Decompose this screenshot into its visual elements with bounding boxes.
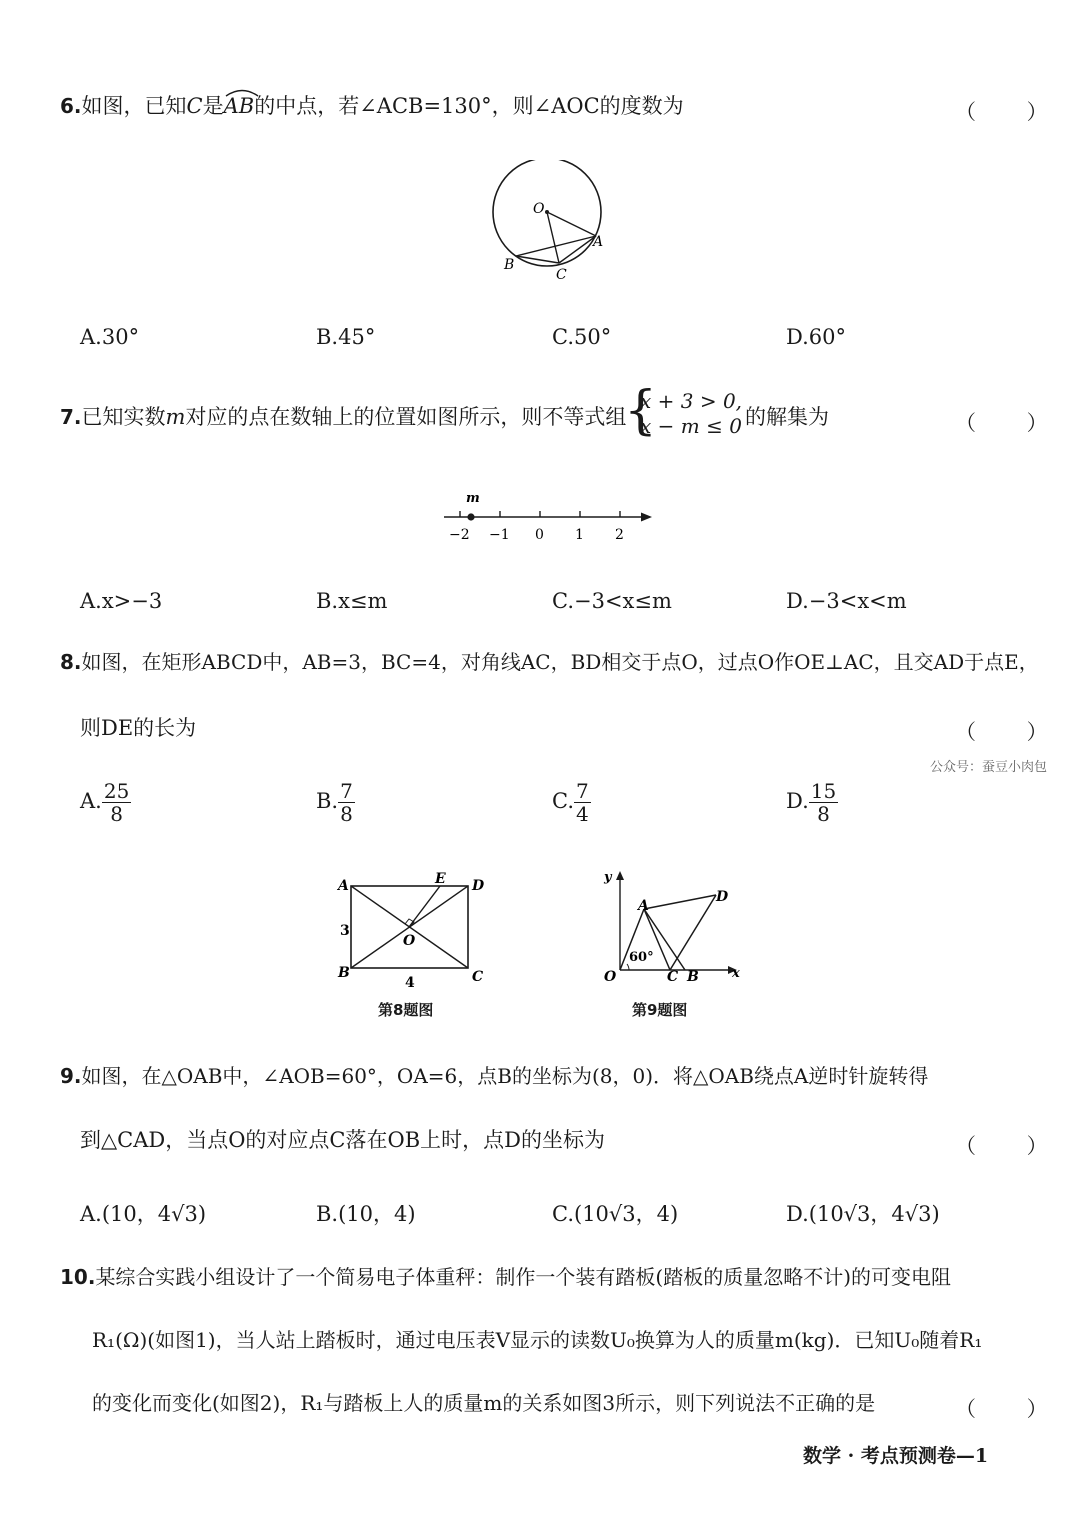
q9-label-d: D [716,889,729,905]
q8-stem [60,652,1039,672]
q7-var-m: m [165,405,186,429]
q7-tick-neg2: −2 [449,527,470,543]
q7-answer-paren[interactable]: （ ） [955,411,1070,435]
q6-var-c: C [186,94,203,118]
q9-stem-line2: 到△CAD，当点O的对应点C落在OB上时，点D的坐标为 [80,1128,605,1152]
q7-text-pre: 已知实数 [81,405,166,429]
q8-label-c: C [472,969,484,985]
q9-option-a[interactable]: A.(10，4√3) [80,1202,207,1226]
q7-option-c[interactable]: C.−3<x≤m [552,589,672,613]
q6-option-d[interactable]: D.60° [786,325,846,349]
q7-point-m [467,513,474,520]
q8-label-e: E [435,871,446,887]
q9-option-b[interactable]: B.(10，4) [316,1202,416,1226]
q7-tick-2: 2 [615,527,624,543]
q7-tick-0: 0 [535,527,544,543]
q9-label-c: C [667,969,679,985]
q7-tick-neg1: −1 [489,527,510,543]
q7-system [640,389,742,439]
q9-label-o: O [604,969,617,985]
q6-answer-paren[interactable]: （ ） [955,100,1070,124]
q9-figure-caption: 第9题图 [632,1001,688,1019]
q6-number: 6. [60,94,82,118]
q6-label-o: O [533,201,545,217]
q6-option-b[interactable]: B.45° [316,325,376,349]
q6-label-c: C [556,267,567,283]
q6-label-b: B [504,257,515,273]
q10-stem-line2: R₁(Ω)(如图1)，当人站上踏板时，通过电压表V显示的读数U₀换算为人的质量m(kg)．已知U₀随着R₁ [92,1328,983,1352]
q7-system-line2: x − m ≤ 0 [640,414,742,438]
q9-text: 如图，在△OAB中，∠AOB=60°，OA=6，点B的坐标为(8，0)．将△OAB绕点A逆时针旋转得 [81,1064,929,1088]
q9-option-c[interactable]: C.(10√3，4) [552,1202,679,1226]
q7-number: 7. [60,405,82,429]
y-axis-arrow-icon [616,871,624,880]
q6-text-post: 的中点，若∠ACB=130°，则∠AOC的度数为 [254,94,684,118]
q10-text: 某综合实践小组设计了一个简易电子体重秤：制作一个装有踏板(踏板的质量忽略不计)的可变电阻 [95,1265,952,1289]
q9-label-y: y [604,870,612,885]
q8-option-d[interactable]: D. $\frac{15}{8}$ [786,779,837,826]
q7-number-line [436,488,661,546]
q9-label-angle: 60° [629,950,654,965]
q7-tick-1: 1 [575,527,584,543]
q6-option-a[interactable]: A.30° [80,325,140,349]
q6-option-c[interactable]: C.50° [552,325,612,349]
q8-number: 8. [60,650,82,674]
q8-label-b: B [338,965,350,981]
q7-text-mid: 对应的点在数轴上的位置如图所示，则不等式组 [185,405,627,429]
arrow-right-icon [641,513,652,522]
q7-system-line1: x + 3 > 0, [640,389,743,413]
q7-option-a[interactable]: A.x>−3 [80,589,163,613]
page-footer: 数学 · 考点预测卷—1 [803,1445,989,1467]
q10-stem-line3: 的变化而变化(如图2)，R₁与踏板上人的质量m的关系如图3所示，则下列说法不正确的是 [92,1391,876,1415]
q7-text-post: 的解集为 [745,405,829,429]
q7-option-d[interactable]: D.−3<x<m [786,589,907,613]
q9-label-a: A [638,898,649,914]
watermark-text: 公众号：蚕豆小肉包 [930,760,1048,775]
q6-arc-ab: AB [224,96,255,117]
q7-point-label: m [466,491,480,506]
q6-stem [60,96,684,117]
q7-system-brace: { [624,381,658,441]
arc-mark-icon [224,87,260,97]
q9-option-d[interactable]: D.(10√3，4√3) [786,1202,940,1226]
q9-number: 9. [60,1064,82,1088]
q7-stem [60,407,626,428]
q8-option-a[interactable]: A. $\frac{25}{8}$ [80,779,130,826]
q6-text-pre: 如图，已知 [81,94,187,118]
q10-answer-paren[interactable]: （ ） [955,1397,1070,1421]
q8-figure-caption: 第8题图 [378,1001,434,1019]
q8-label-side-ab: 3 [340,923,350,939]
q8-label-d: D [472,878,485,894]
q9-answer-paren[interactable]: （ ） [955,1134,1070,1158]
q8-text: 如图，在矩形ABCD中，AB=3，BC=4，对角线AC，BD相交于点O，过点O作OE⊥AC，且交AD于点E， [81,650,1039,674]
q9-stem [60,1066,928,1086]
q9-label-x: x [732,966,740,981]
q9-coordinate-figure [590,865,750,990]
q8-label-a: A [338,878,349,894]
q7-option-b[interactable]: B.x≤m [316,589,388,613]
q6-text-is: 是 [202,94,224,118]
q6-circle-figure [480,160,620,285]
q8-option-b[interactable]: B. $\frac{7}{8}$ [316,779,353,826]
q8-option-c[interactable]: C. $\frac{7}{4}$ [552,779,589,826]
q6-label-a: A [593,234,604,250]
q10-stem [60,1267,951,1287]
q8-label-o: O [403,933,416,949]
q10-number: 10. [60,1265,96,1289]
q9-label-b: B [687,969,699,985]
q8-answer-paren[interactable]: （ ） [955,720,1070,744]
q8-stem-line2: 则DE的长为 [80,716,197,740]
q8-label-side-bc: 4 [405,975,415,991]
